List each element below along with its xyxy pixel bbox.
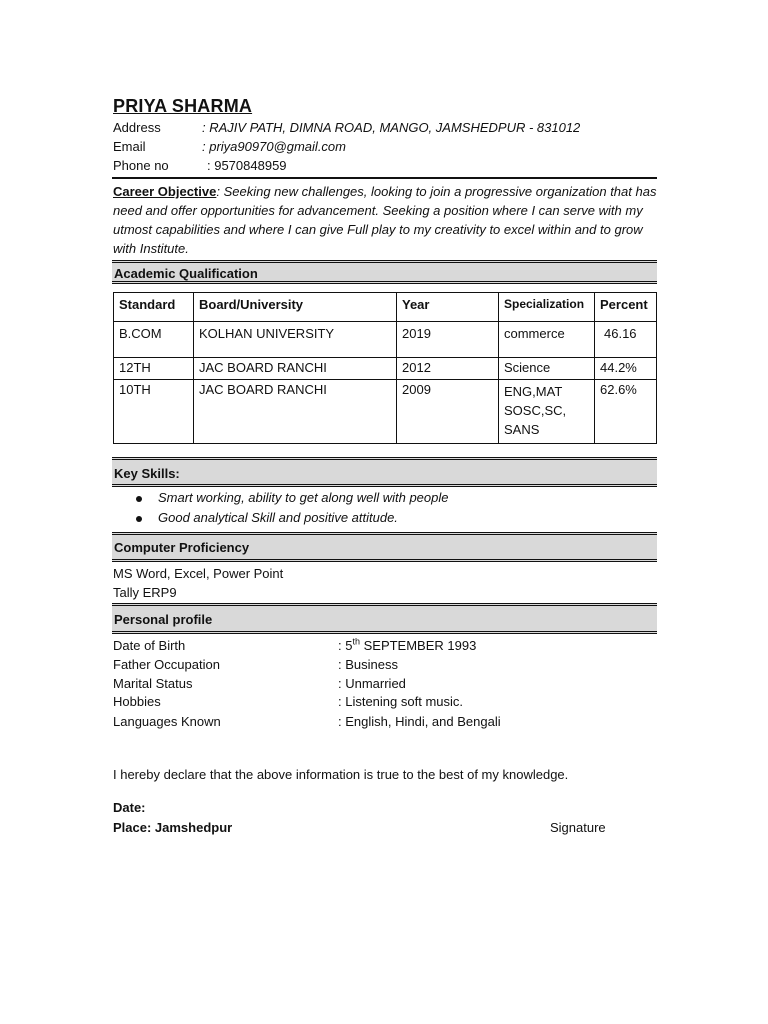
date-label: Date:	[113, 800, 146, 815]
column-header: Board/University	[194, 293, 397, 322]
skills-section-title: Key Skills:	[114, 466, 180, 481]
profile-label: Languages Known	[113, 714, 221, 729]
profile-value: : 5th SEPTEMBER 1993	[338, 636, 477, 653]
phone-label: Phone no	[113, 158, 169, 173]
phone-value: : 9570848959	[207, 158, 287, 173]
computer-skills-line: MS Word, Excel, Power Point	[113, 566, 284, 581]
academic-table	[113, 292, 657, 444]
table-cell: 46.16	[595, 322, 657, 358]
email-value: : priya90970@gmail.com	[202, 139, 346, 154]
profile-value: : Listening soft music.	[338, 694, 463, 709]
table-cell: 44.2%	[595, 358, 657, 380]
address-label: Address	[113, 120, 161, 135]
table-cell: 62.6%	[595, 380, 657, 444]
personal-section-header	[112, 603, 657, 634]
table-cell: 2019	[397, 322, 499, 358]
career-objective	[113, 182, 661, 258]
column-header: Standard	[114, 293, 194, 322]
place-label: Place: Jamshedpur	[113, 820, 233, 835]
list-item: Smart working, ability to get along well with people	[113, 490, 448, 510]
candidate-name: PRIYA SHARMA	[113, 96, 253, 116]
profile-value: : Business	[338, 657, 398, 672]
table-cell: 2012	[397, 358, 499, 380]
signature-label: Signature	[550, 820, 606, 835]
profile-label: Date of Birth	[113, 638, 186, 653]
table-cell: JAC BOARD RANCHI	[194, 358, 397, 380]
personal-section-title: Personal profile	[114, 612, 213, 627]
table-cell: 10TH	[114, 380, 194, 444]
profile-row-languages	[113, 714, 663, 733]
academic-section-title: Academic Qualification	[114, 266, 258, 281]
table-cell: Science	[499, 358, 595, 380]
table-cell: 2009	[397, 380, 499, 444]
list-item: Good analytical Skill and positive attitude.	[113, 510, 448, 530]
career-objective-text: : Seeking new challenges, looking to join a progressive organization that has need and offer opportunities for advancement. Seeking a position where I can serve with my utmost capabilities and where I can give Full play to my creativity to excel within and to grow with Institute.	[113, 184, 657, 256]
profile-label: Marital Status	[113, 676, 193, 691]
computer-section-title: Computer Proficiency	[114, 540, 250, 555]
profile-row-hobbies	[113, 694, 663, 713]
table-header-row	[114, 293, 657, 322]
table-cell: commerce	[499, 322, 595, 358]
column-header: Percent	[595, 293, 657, 322]
profile-label: Hobbies	[113, 694, 161, 709]
column-header: Specialization	[499, 293, 595, 322]
column-header: Year	[397, 293, 499, 322]
table-row	[114, 358, 657, 380]
declaration-text: I hereby declare that the above information is true to the best of my knowledge.	[113, 767, 569, 782]
profile-value: : Unmarried	[338, 676, 406, 691]
table-cell: KOLHAN UNIVERSITY	[194, 322, 397, 358]
computer-skills-line: Tally ERP9	[113, 585, 177, 600]
profile-row-father	[113, 657, 663, 676]
skills-list	[113, 490, 448, 530]
skills-section-header	[112, 457, 657, 487]
profile-label: Father Occupation	[113, 657, 220, 672]
profile-row-dob	[113, 638, 663, 657]
academic-section-header	[112, 260, 657, 284]
profile-row-marital	[113, 676, 663, 695]
table-row	[114, 380, 657, 444]
computer-section-header	[112, 532, 657, 562]
address-value: : RAJIV PATH, DIMNA ROAD, MANGO, JAMSHEDPUR - 831012	[202, 120, 581, 135]
career-objective-label: Career Objective	[113, 184, 217, 199]
table-cell: 12TH	[114, 358, 194, 380]
table-row	[114, 322, 657, 358]
header-divider	[112, 177, 657, 179]
profile-value: : English, Hindi, and Bengali	[338, 714, 501, 729]
table-cell: ENG,MAT SOSC,SC, SANS	[499, 380, 595, 444]
table-cell: B.COM	[114, 322, 194, 358]
table-cell: JAC BOARD RANCHI	[194, 380, 397, 444]
email-label: Email	[113, 139, 146, 154]
